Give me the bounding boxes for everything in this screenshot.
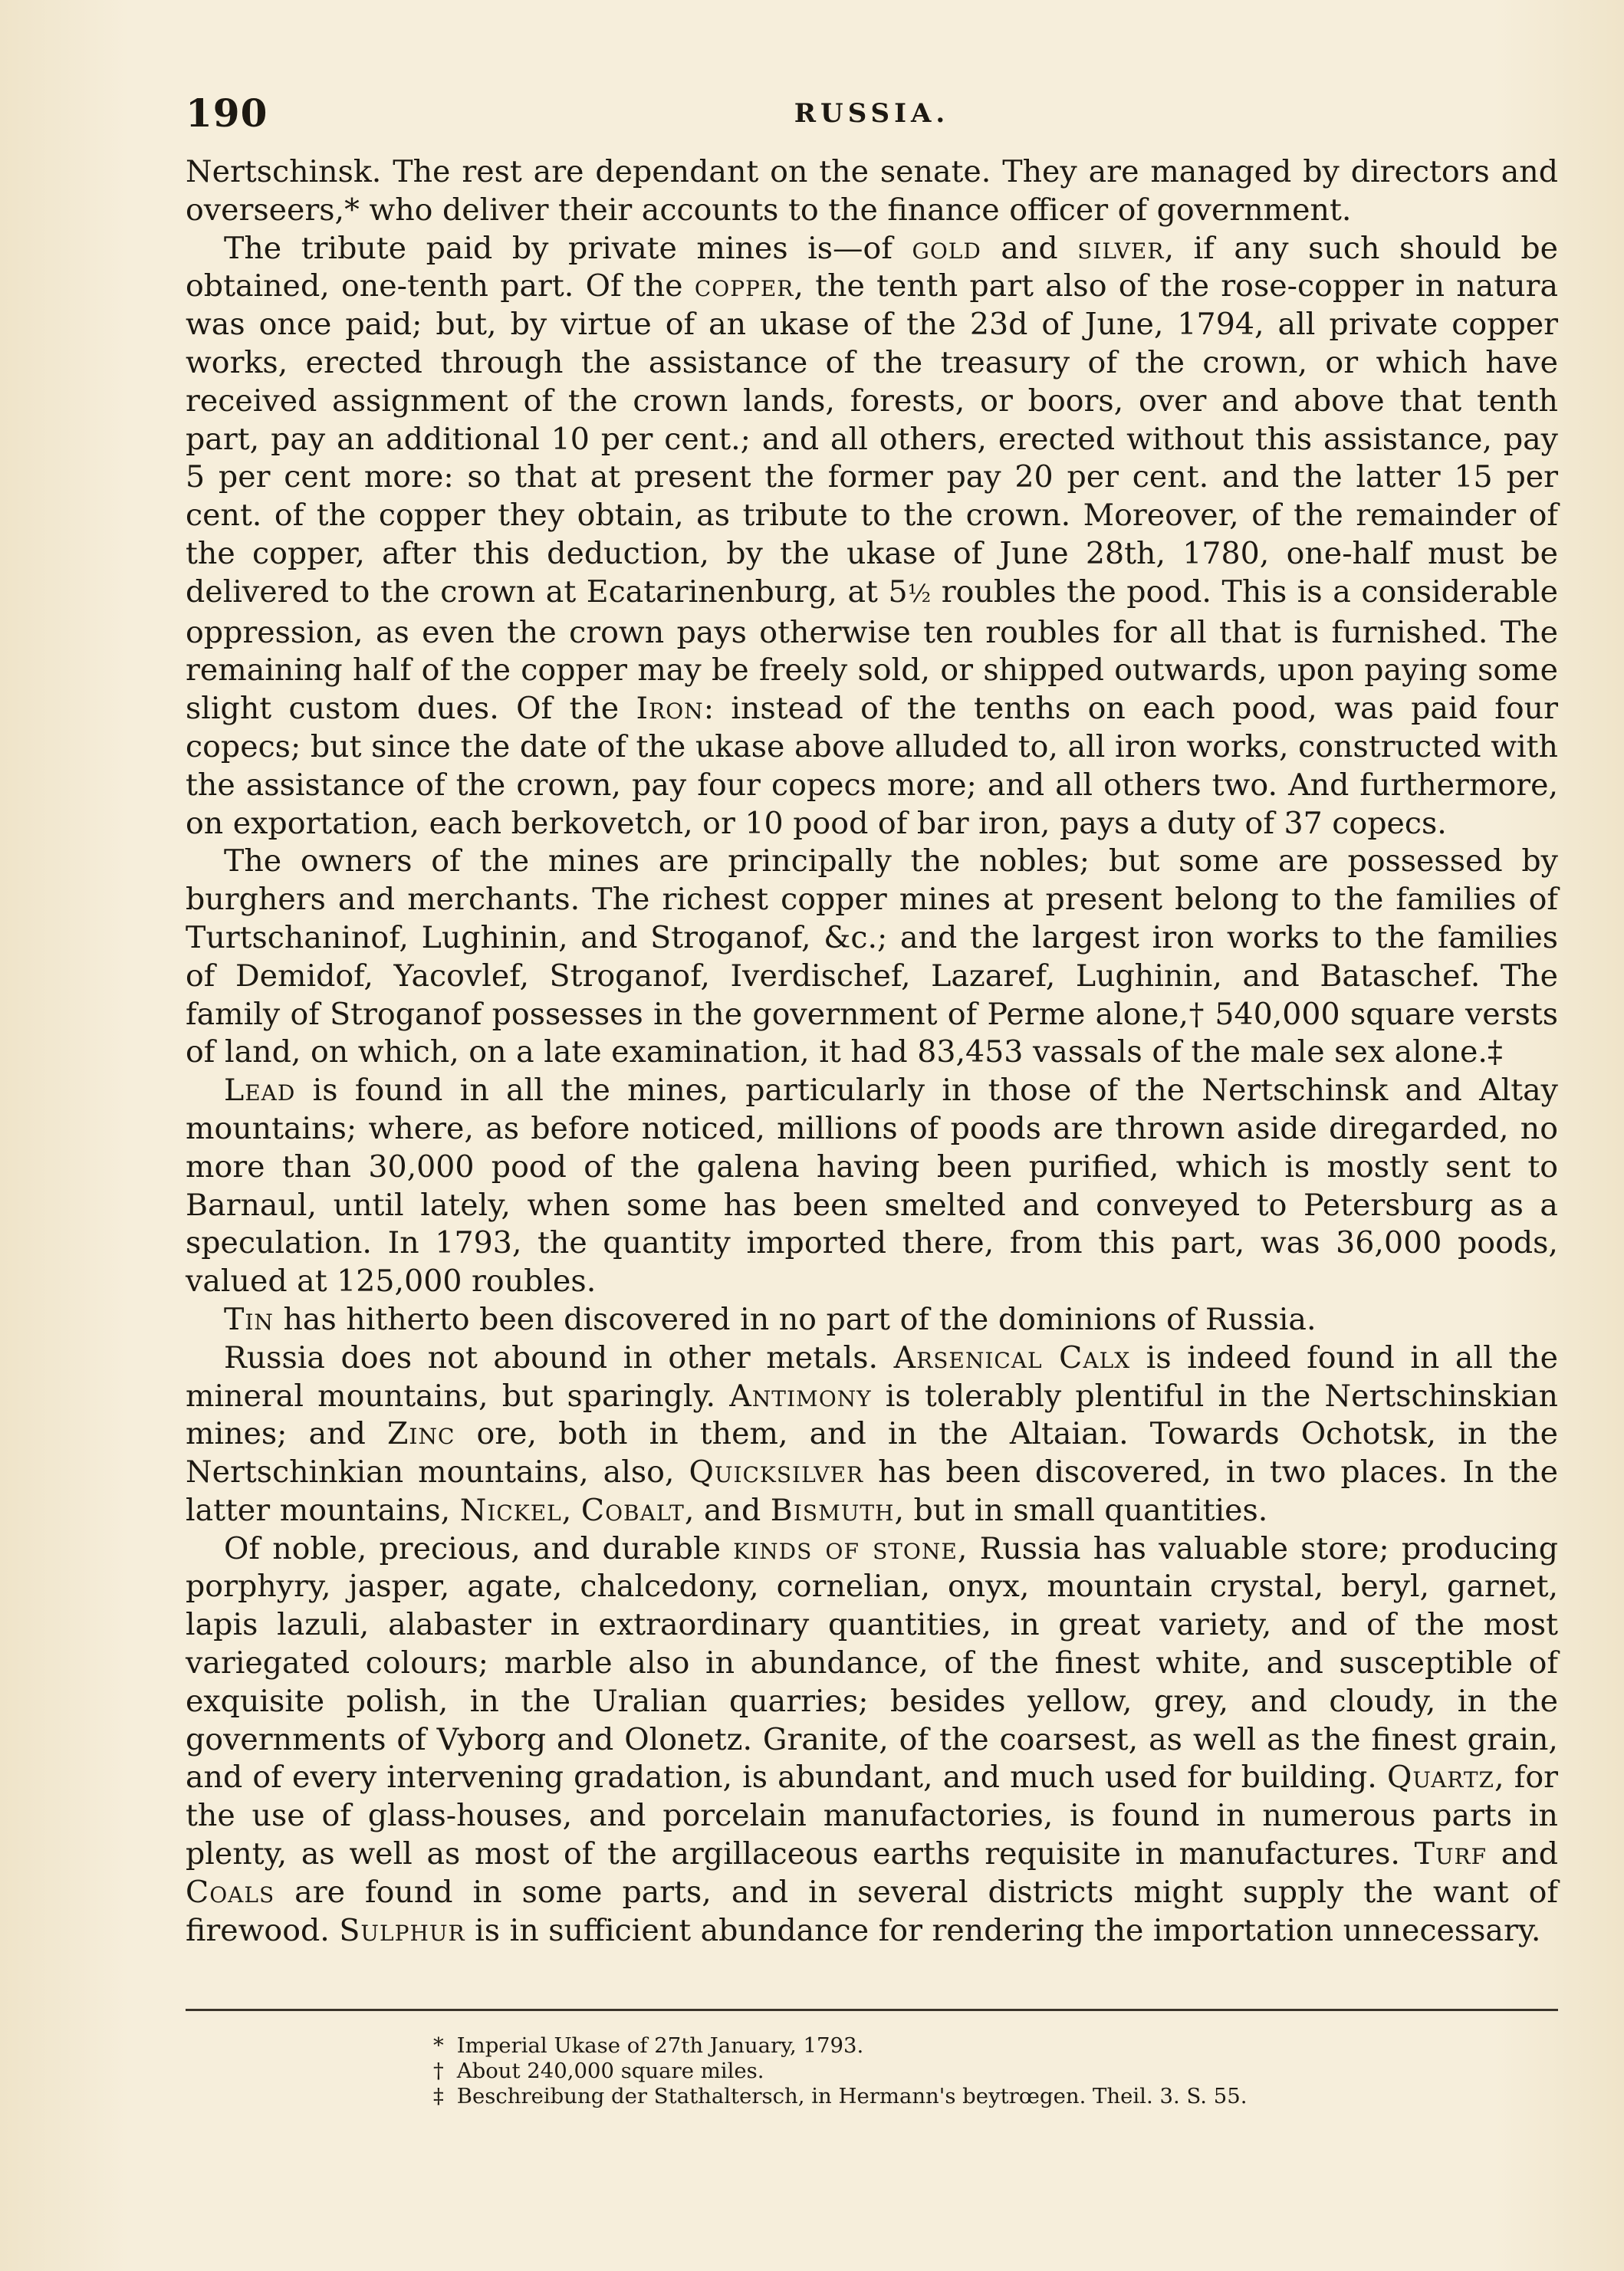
footnote-text: Imperial Ukase of 27th January, 1793. (456, 2033, 864, 2058)
term-zinc: Zinc (386, 1416, 455, 1452)
paragraph-1: Nertschinsk. The rest are dependant on the senate. They are managed by directors and overseers,* who deliver their accounts to the finance officer of government. (186, 154, 1558, 228)
paragraph-4: Lead is found in all the mines, particularly in those of the Nertschinsk and Altay mountains; where, as before noticed, millions of poods are thrown aside diregarded, no more than 30,000 pood of the galena having been purified, which is mostly sent to Barnaul, until lately, when some has been smelted and conveyed to Petersburg as a speculation. In 1793, the quantity imported there, from this part, was 36,000 poods, valued at 125,000 roubles. (186, 1073, 1558, 1300)
paragraph-7: Of noble, precious, and durable kinds of stone, Russia has valuable store; producing porphyry, jasper, agate, chalcedony, cornelian, onyx, mountain crystal, beryl, garnet, lapis lazuli, alabaster in extraordinary quantities, in great variety, and of the most variegated colours; marble also in abundance, of the finest white, and susceptible of exquisite polish, in the Uralian quarries; besides yellow, grey, and cloudy, in the governments of Vyborg and Olonetz. Granite, of the coarsest, as well as the finest grain, and of every intervening gradation, is abundant, and much used for building. Quartz, for the use of glass-houses, and porcelain manufactories, is found in numerous parts in plenty, as well as most of the argillaceous earths requisite in manufactures. Turf and Coals are found in some parts, and in several districts might supply the want of firewood. Sulphur is in sufficient abundance for rendering the importation unnecessary. (186, 1530, 1558, 1948)
footnote-rule (186, 2009, 1558, 2011)
body-text (186, 153, 1558, 1950)
term-turf: Turf (1414, 1836, 1488, 1872)
page-number: 190 (186, 90, 268, 136)
term-nickel: Nickel (459, 1492, 562, 1528)
term-cobalt: Cobalt (580, 1492, 685, 1528)
paragraph-5: Tin has hitherto been discovered in no part of the dominions of Russia. (224, 1301, 1317, 1337)
term-coals: Coals (186, 1874, 275, 1910)
term-tin: Tin (224, 1301, 274, 1337)
fraction-half: ½ (907, 580, 932, 608)
term-bismuth: Bismuth (770, 1492, 895, 1528)
footnote (433, 2033, 1430, 2059)
footnotes (433, 2033, 1430, 2109)
term-copper: copper (694, 268, 794, 304)
term-silver: silver (1077, 230, 1165, 266)
page-header (186, 90, 1558, 136)
running-head: RUSSIA. (794, 98, 950, 129)
paragraph-3: The owners of the mines are principally the nobles; but some are possessed by burghers and merchants. The richest copper mines at present belong to the families of Turtschaninof, Lughinin, and Stroganof, &c.; and the largest iron works to the families of Demidof, Yacovlef, Stroganof, Iverdischef, Lazaref, Lughinin, and Bataschef. The family of Stroganof possesses in the government of Perme alone,† 540,000 square versts of land, on which, on a late examination, it had 83,453 vassals of the male sex alone.‡ (186, 843, 1558, 1070)
term-arsenical-calx: Arsenical Calx (893, 1339, 1131, 1375)
term-gold: gold (912, 230, 981, 266)
paragraph-2: The tribute paid by private mines is—of gold and silver, if any such should be obtained, one-tenth part. Of the copper, the tenth part also of the rose-copper in natura was once paid; but, by virtue of an ukase of the 23d of June, 1794, all private copper works, erected through the assistance of the treasury of the crown, or which have received assignment of the crown lands, forests, or boors, over and above that tenth part, pay an additional 10 per cent.; and all others, erected without this assistance, pay 5 per cent more: so that at present the former pay 20 per cent. and the latter 15 per cent. of the copper they obtain, as tribute to the crown. Moreover, of the remainder of the copper, after this deduction, by the ukase of June 28th, 1780, one-half must be delivered to the crown at Ecatarinenburg, at 5½ roubles the pood. This is a considerable oppression, as even the crown pays otherwise ten roubles for all that is furnished. The remaining half of the copper may be freely sold, or shipped outwards, upon paying some slight custom dues. Of the Iron: instead of the tenths on each pood, was paid four copecs; but since the date of the ukase above alluded to, all iron works, constructed with the assistance of the crown, pay four copecs more; and all others two. And furthermore, on exportation, each berkovetch, or 10 pood of bar iron, pays a duty of 37 copecs. (186, 230, 1558, 841)
footnote-mark: * (433, 2033, 444, 2058)
term-iron: Iron (636, 691, 704, 727)
footnote-mark: † (433, 2059, 444, 2083)
footnote-mark: ‡ (433, 2084, 444, 2108)
term-quicksilver: Quicksilver (689, 1454, 864, 1490)
footnote-text: About 240,000 square miles. (456, 2059, 764, 2083)
term-kinds-of-stone: kinds of stone (733, 1530, 958, 1566)
footnote (433, 2084, 1430, 2109)
term-sulphur: Sulphur (339, 1912, 465, 1948)
term-antimony: Antimony (729, 1378, 872, 1414)
term-lead: Lead (224, 1073, 296, 1109)
term-quartz: Quartz (1386, 1760, 1495, 1796)
paragraph-6: Russia does not abound in other metals. Arsenical Calx is indeed found in all the mineral mountains, but sparingly. Antimony is tolerably plentiful in the Nertschinskian mines; and Zinc ore, both in them, and in the Altaian. Towards Ochotsk, in the Nertschinkian mountains, also, Quicksilver has been discovered, in two places. In the latter mountains, Nickel, Cobalt, and Bismuth, but in small quantities. (186, 1339, 1559, 1528)
footnote-text: Beschreibung der Stathaltersch, in Hermann's beytrœgen. Theil. 3. S. 55. (456, 2084, 1248, 2108)
footnote (433, 2059, 1430, 2084)
